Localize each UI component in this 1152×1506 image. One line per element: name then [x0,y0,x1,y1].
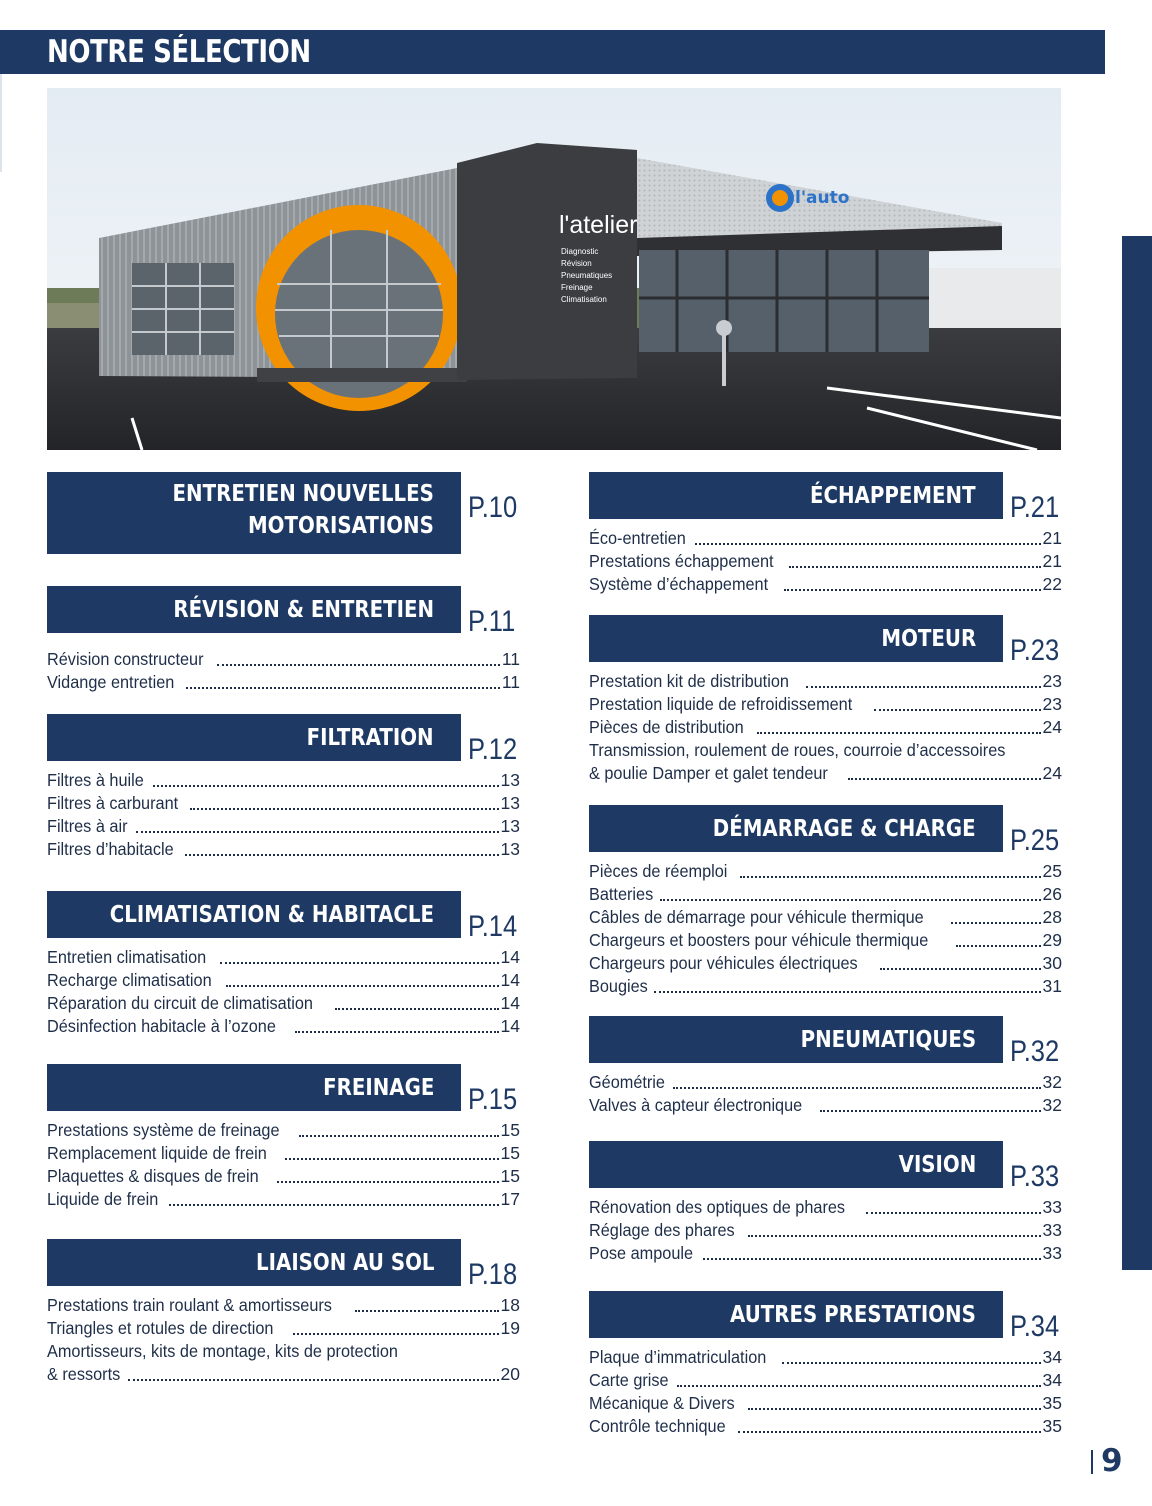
header-bar [0,30,1105,74]
leader-dots [299,1135,499,1137]
toc-item-label: Prestation liquide de refroidissement [589,694,853,714]
section-band [589,1141,1003,1188]
toc-item-label: & ressorts [47,1364,121,1384]
leader-dots [654,991,1040,993]
leader-dots [190,808,499,810]
toc-item[interactable] [589,670,1062,693]
toc-item[interactable] [47,769,520,792]
section-band [589,472,1003,519]
toc-item[interactable] [47,1188,520,1211]
toc-item-page: 18 [500,1295,520,1315]
section-items [589,527,1062,596]
section-items [47,769,520,861]
toc-item-page: 24 [1042,763,1062,783]
page-title: NOTRE SÉLECTION [47,34,311,70]
section-title: DÉMARRAGE & CHARGE [713,816,976,842]
section-page-ref: P.15 [468,1083,518,1116]
toc-item-label: Filtres à carburant [47,793,179,813]
toc-item[interactable] [47,1119,520,1142]
toc-item-label: Filtres à air [47,816,128,836]
toc-item-page: 15 [500,1120,520,1140]
toc-item[interactable] [47,1317,520,1340]
leader-dots [673,1087,1041,1089]
toc-item-page: 23 [1042,694,1062,714]
toc-item[interactable] [47,946,520,969]
section-title: VISION [898,1152,976,1178]
toc-item[interactable] [589,1415,1062,1438]
toc-item-label: Transmission, roulement de roues, courroie d’accessoires [589,740,1006,760]
section-band [47,891,461,938]
toc-item-page: 14 [500,970,520,990]
section-items [589,1346,1062,1438]
section-title: FREINAGE [322,1075,434,1101]
toc-item-page: 30 [1042,953,1062,973]
toc-item[interactable] [589,1369,1062,1392]
leader-dots [285,1158,498,1160]
leader-dots [738,1431,1041,1433]
toc-item[interactable] [589,1242,1062,1265]
toc-item-label: Prestations échappement [589,551,774,571]
section-title: FILTRATION [307,725,434,751]
section-title: CLIMATISATION & HABITACLE [109,902,434,928]
toc-item-label: Rénovation des optiques de phares [589,1197,846,1217]
toc-item-label: Chargeurs pour véhicules électriques [589,953,858,973]
toc-item-page: 15 [500,1166,520,1186]
leader-dots [136,831,499,833]
toc-item-label: Remplacement liquide de frein [47,1143,267,1163]
toc-item[interactable] [589,1094,1062,1117]
toc-item[interactable] [589,550,1062,573]
toc-item[interactable] [47,792,520,815]
toc-item-label: Vidange entretien [47,672,175,692]
leader-dots [806,686,1041,688]
toc-item-label: Contrôle technique [589,1416,726,1436]
leader-dots [660,899,1040,901]
toc-item-label: Révision constructeur [47,649,204,669]
toc-item-label: Bougies [589,976,648,996]
toc-item-label: Pièces de distribution [589,717,744,737]
toc-item-label: Plaquettes & disques de frein [47,1166,259,1186]
section-band [47,472,461,554]
toc-item-page: 13 [500,839,520,859]
leader-dots [677,1385,1041,1387]
section-title-line-2: MOTORISATIONS [248,513,434,539]
toc-item-label: Mécanique & Divers [589,1393,735,1413]
toc-item-page: 21 [1042,528,1062,548]
leader-dots [295,1031,498,1033]
toc-item-page: 33 [1042,1220,1062,1240]
section-title: RÉVISION & ENTRETIEN [173,597,434,623]
leader-dots [186,687,500,689]
toc-item[interactable] [589,975,1062,998]
section-items [47,946,520,1038]
toc-item-page: 25 [1042,861,1062,881]
toc-item-page: 35 [1042,1393,1062,1413]
toc-item-page: 14 [500,947,520,967]
section-title: PNEUMATIQUES [800,1027,976,1053]
section-title [173,478,434,542]
toc-item-page: 11 [501,672,520,692]
left-edge-rule [0,74,2,172]
right-side-bar [1122,236,1152,1270]
leader-dots [748,1408,1041,1410]
section-title: MOTEUR [881,626,976,652]
leader-dots [956,945,1041,947]
section-items [589,670,1062,785]
toc-item[interactable] [47,648,520,671]
toc-item-label: Filtres d’habitacle [47,839,174,859]
leader-dots [226,985,499,987]
section-page-ref: P.23 [1010,634,1060,667]
section-page-ref: P.34 [1010,1310,1060,1343]
toc-item-page: 34 [1042,1370,1062,1390]
toc-item-page: 33 [1042,1243,1062,1263]
leader-dots [293,1333,499,1335]
toc-item-label: Plaque d’immatriculation [589,1347,767,1367]
toc-item-page: 14 [500,1016,520,1036]
toc-item-label: Chargeurs et boosters pour véhicule thermique [589,930,929,950]
toc-item[interactable] [589,1392,1062,1415]
sign-list-1: Révision [561,259,592,268]
toc-item[interactable] [589,693,1062,716]
leader-dots [169,1204,499,1206]
leader-dots [757,732,1040,734]
section-band [47,1239,461,1286]
toc-item[interactable] [47,969,520,992]
toc-item-label: Batteries [589,884,654,904]
toc-item-label: Carte grise [589,1370,669,1390]
section-items [47,648,520,694]
toc-item[interactable] [589,1346,1062,1369]
toc-item[interactable] [589,906,1062,929]
toc-item-label: Liquide de frein [47,1189,159,1209]
section-title: AUTRES PRESTATIONS [730,1302,976,1328]
page-number [1091,1444,1152,1478]
toc-item[interactable] [589,1071,1062,1094]
leader-dots [866,1212,1040,1214]
leader-dots [217,664,500,666]
toc-item-first-line[interactable] [589,739,1062,762]
toc-item-first-line[interactable] [47,1340,520,1363]
toc-item-page: 28 [1042,907,1062,927]
toc-item-page: 29 [1042,930,1062,950]
page-number-value: 9 [1101,1443,1123,1479]
section-band [589,1016,1003,1063]
toc-item[interactable] [589,883,1062,906]
toc-item-page: 23 [1042,671,1062,691]
toc-item-page: 32 [1042,1072,1062,1092]
leader-dots [695,543,1040,545]
toc-item-page: 15 [500,1143,520,1163]
section-page-ref: P.14 [468,910,518,943]
toc-item-label: Entretien climatisation [47,947,207,967]
toc-item-page: 19 [500,1318,520,1338]
sign-list-3: Freinage [561,283,593,292]
toc-item[interactable] [589,929,1062,952]
toc-item[interactable] [47,1363,520,1386]
toc-item-label: Valves à capteur électronique [589,1095,803,1115]
building-illustration [47,88,1061,450]
section-items [589,1071,1062,1117]
toc-item-page: 11 [501,649,520,669]
toc-item-page: 34 [1042,1347,1062,1367]
toc-item-page: 31 [1042,976,1062,996]
section-items [47,1294,520,1386]
section-band [589,1291,1003,1338]
toc-item[interactable] [589,527,1062,550]
leader-dots [789,566,1040,568]
sign-brand: l'auto [795,188,850,208]
toc-item-page: 33 [1042,1197,1062,1217]
leader-dots [277,1181,499,1183]
leader-dots [220,962,498,964]
leader-dots [703,1258,1041,1260]
leader-dots [874,709,1040,711]
toc-item-label: Prestations train roulant & amortisseurs [47,1295,332,1315]
toc-item[interactable] [47,838,520,861]
section-band [589,805,1003,852]
toc-item-label: Triangles et rotules de direction [47,1318,274,1338]
toc-item[interactable] [47,1015,520,1038]
toc-item-label: Système d’échappement [589,574,769,594]
toc-item-page: 26 [1042,884,1062,904]
toc-item-page: 24 [1042,717,1062,737]
toc-item-page: 13 [500,793,520,813]
toc-item-label: Réparation du circuit de climatisation [47,993,313,1013]
page-number-separator [1091,1450,1093,1474]
section-page-ref: P.33 [1010,1160,1060,1193]
toc-item-label: Pièces de réemploi [589,861,728,881]
section-items [47,1119,520,1211]
section-page-ref: P.11 [468,605,516,638]
toc-item[interactable] [47,1294,520,1317]
toc-item-label: & poulie Damper et galet tendeur [589,763,828,783]
section-page-ref: P.10 [468,491,518,524]
toc-item-label: Prestation kit de distribution [589,671,789,691]
leader-dots [355,1310,498,1312]
section-page-ref: P.32 [1010,1035,1060,1068]
building-photo [47,88,1061,450]
section-page-ref: P.21 [1010,491,1060,524]
leader-dots [335,1008,499,1010]
leader-dots [128,1379,499,1381]
section-items [589,1196,1062,1265]
toc-item-page: 17 [500,1189,520,1209]
leader-dots [820,1110,1040,1112]
toc-item[interactable] [589,952,1062,975]
toc-item-label: Géométrie [589,1072,665,1092]
section-band [47,586,461,633]
section-items [589,860,1062,998]
leader-dots [748,1235,1041,1237]
toc-item-page: 21 [1042,551,1062,571]
toc-item[interactable] [47,815,520,838]
toc-item-label: Désinfection habitacle à l’ozone [47,1016,276,1036]
leader-dots [951,922,1041,924]
toc-item[interactable] [47,1142,520,1165]
toc-item[interactable] [589,573,1062,596]
toc-item-page: 20 [500,1364,520,1384]
leader-dots [740,876,1041,878]
toc-item-label: Filtres à huile [47,770,144,790]
toc-item-page: 13 [500,770,520,790]
toc-item[interactable] [589,860,1062,883]
toc-item-label: Réglage des phares [589,1220,735,1240]
leader-dots [784,589,1041,591]
toc-item-page: 32 [1042,1095,1062,1115]
section-band [589,615,1003,662]
toc-item[interactable] [589,716,1062,739]
toc-item-label: Prestations système de freinage [47,1120,280,1140]
leader-dots [153,785,498,787]
toc-item-label: Amortisseurs, kits de montage, kits de protection [47,1341,398,1361]
section-page-ref: P.18 [468,1258,518,1291]
leader-dots [782,1362,1041,1364]
sign-list-2: Pneumatiques [561,271,613,280]
toc-item[interactable] [589,1219,1062,1242]
toc-item[interactable] [47,671,520,694]
toc-item[interactable] [589,762,1062,785]
leader-dots [185,854,498,856]
toc-item-page: 35 [1042,1416,1062,1436]
toc-item-page: 14 [500,993,520,1013]
section-title-line-1: ENTRETIEN NOUVELLES [172,481,434,507]
sign-atelier: l'atelier [559,211,638,239]
toc-item-page: 22 [1042,574,1062,594]
sign-list-0: Diagnostic [561,247,599,256]
leader-dots [848,778,1041,780]
toc-item[interactable] [589,1196,1062,1219]
toc-item-label: Recharge climatisation [47,970,212,990]
toc-item[interactable] [47,1165,520,1188]
toc-item-label: Éco-entretien [589,528,686,548]
sign-list-4: Climatisation [561,295,607,304]
section-page-ref: P.12 [468,733,518,766]
section-page-ref: P.25 [1010,824,1060,857]
toc-item-label: Câbles de démarrage pour véhicule thermique [589,907,924,927]
section-title: ÉCHAPPEMENT [810,483,976,509]
toc-item-page: 13 [500,816,520,836]
section-title: LIAISON AU SOL [255,1250,434,1276]
toc-item-label: Pose ampoule [589,1243,694,1263]
toc-item[interactable] [47,992,520,1015]
section-band [47,714,461,761]
section-band [47,1064,461,1111]
leader-dots [880,968,1041,970]
